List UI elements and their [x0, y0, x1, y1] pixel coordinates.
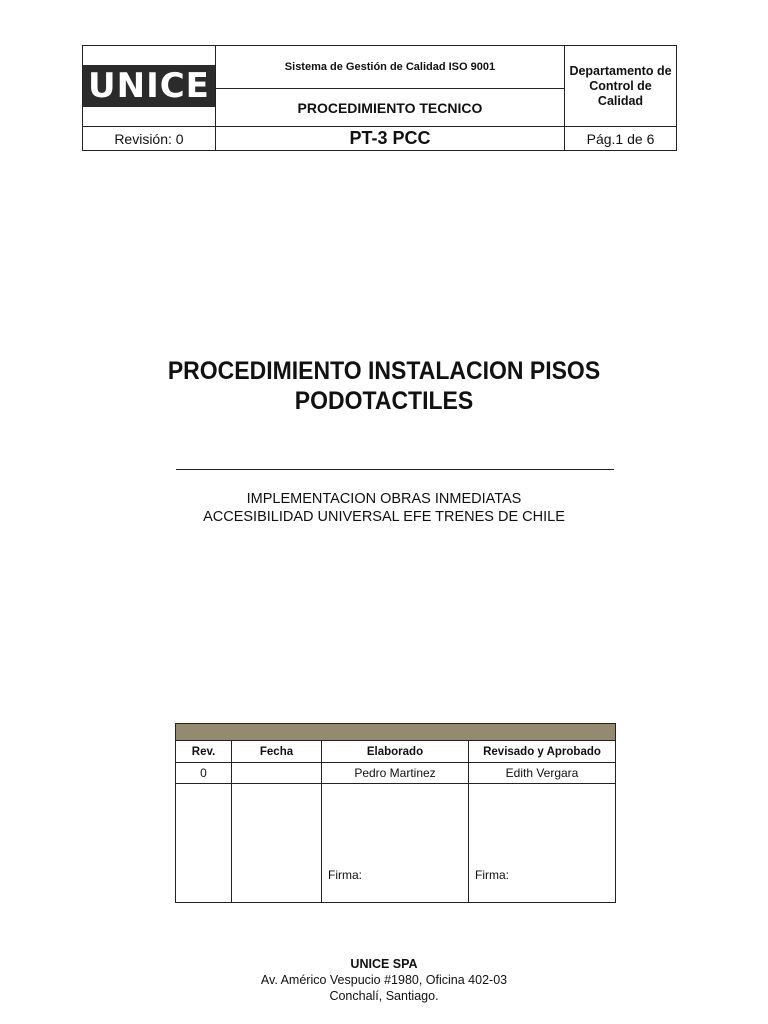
- col-header-elaborado: Elaborado: [322, 741, 469, 763]
- document-subtitle: [0, 490, 768, 526]
- document-title: [31, 356, 738, 416]
- procedure-type-label: PROCEDIMIENTO TECNICO: [215, 89, 564, 127]
- cell-revisado: Edith Vergara: [469, 763, 616, 784]
- title-line-2: PODOTACTILES: [294, 387, 474, 415]
- page-number: Pág.1 de 6: [565, 127, 677, 151]
- signature-empty-rev: [176, 784, 232, 903]
- signature-row: [176, 784, 616, 903]
- footer-address: Av. Américo Vespucio #1980, Oficina 402-03: [260, 973, 508, 987]
- document-header: [82, 45, 677, 151]
- revision-label: Revisión: 0: [83, 127, 216, 151]
- table-band: [176, 724, 616, 741]
- signature-field-revisado: Firma:: [469, 784, 616, 903]
- subtitle-line-2: ACCESIBILIDAD UNIVERSAL EFE TRENES DE CHILE: [203, 509, 565, 525]
- signature-field-elaborado: Firma:: [322, 784, 469, 903]
- revision-table: [175, 723, 616, 903]
- footer-city: Conchalí, Santiago.: [329, 989, 439, 1003]
- cell-rev: 0: [176, 763, 232, 784]
- table-row: [176, 763, 616, 784]
- col-header-rev: Rev.: [176, 741, 232, 763]
- title-line-1: PROCEDIMIENTO INSTALACION PISOS: [167, 357, 601, 385]
- document-code: PT-3 PCC: [215, 127, 564, 151]
- cell-fecha: [232, 763, 322, 784]
- signature-empty-fecha: [232, 784, 322, 903]
- page-footer: [0, 956, 768, 1004]
- table-header-row: [176, 741, 616, 763]
- department-label: Departamento de Control de Calidad: [565, 46, 677, 127]
- title-divider: [176, 469, 614, 470]
- col-header-revisado: Revisado y Aprobado: [469, 741, 616, 763]
- col-header-fecha: Fecha: [232, 741, 322, 763]
- cell-elaborado: Pedro Martinez: [322, 763, 469, 784]
- footer-company: UNICE SPA: [350, 957, 418, 971]
- company-logo: UNICE: [83, 65, 215, 107]
- subtitle-line-1: IMPLEMENTACION OBRAS INMEDIATAS: [246, 491, 522, 507]
- quality-system-label: Sistema de Gestión de Calidad ISO 9001: [215, 46, 564, 89]
- logo-cell: [83, 46, 216, 127]
